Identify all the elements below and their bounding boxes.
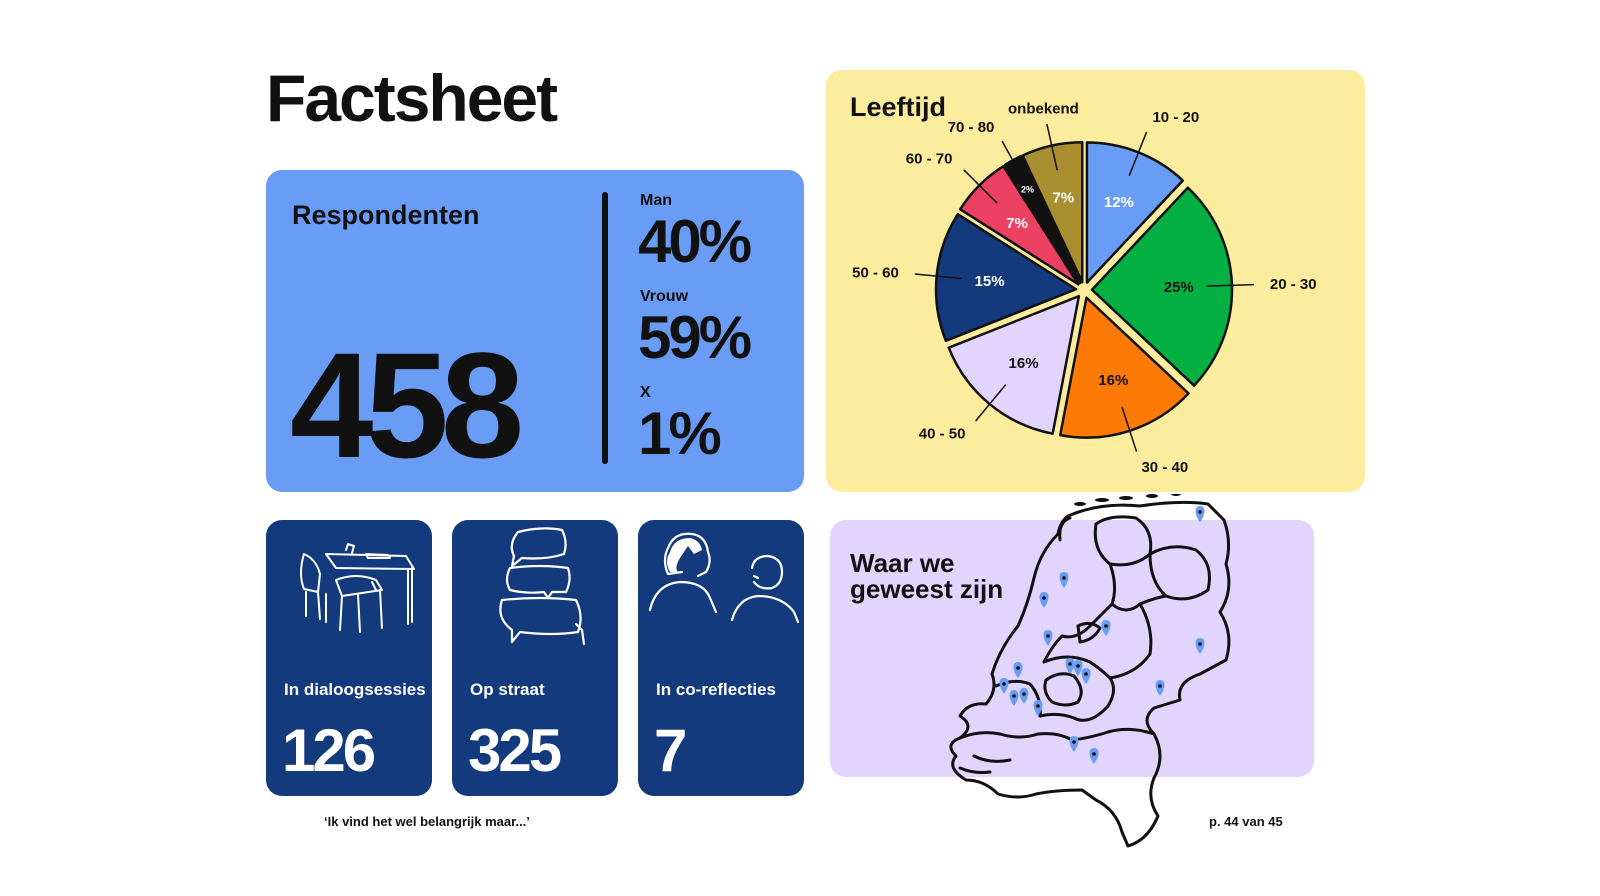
gender-man-label: Man [640,192,672,209]
gender-man-value: 40% [638,208,750,275]
speech-bubbles-icon [492,524,592,646]
map-pin-icon [1066,658,1075,674]
map-pin-icon [1014,662,1023,678]
pie-category-label: 70 - 80 [947,119,995,137]
pie-value-label: 7% [1052,189,1075,207]
map-pin-dot [1158,684,1162,688]
map-pin-icon [1082,668,1091,684]
gender-x-label: X [640,384,651,401]
gender-vrouw-label: Vrouw [640,288,689,305]
map-pin-dot [1016,666,1020,670]
map-pin-icon [1102,620,1111,636]
map-pin-dot [1068,662,1072,666]
map-pin-dot [1198,642,1202,646]
map-pin-dot [1198,510,1202,514]
gender-vrouw-value: 59% [638,304,750,371]
stat-value: 7 [654,717,685,784]
map-title: Waar we geweest zijn [850,548,1004,604]
footer-quote: ‘Ik vind het wel belangrijk maar...’ [324,814,530,829]
pie-category-label: 30 - 40 [1141,458,1189,476]
pie-category-label: 40 - 50 [918,425,966,443]
map-pin-dot [1076,664,1080,668]
stat-value: 325 [468,717,560,784]
map-pin-icon [1060,572,1069,588]
people-conversation-icon [648,528,804,638]
map-pin-icon [1156,680,1165,696]
map-pin-icon [1074,660,1083,676]
map-pin-dot [1084,672,1088,676]
pie-value-label: 16% [1098,372,1129,390]
stat-label: Op straat [470,680,545,699]
pie-value-label: 7% [1006,214,1028,232]
map-pin-dot [1036,704,1040,708]
map-pin-icon [1090,748,1099,764]
map-pin-icon [1196,638,1205,654]
map-pin-icon [1040,592,1049,608]
pie-category-label: 10 - 20 [1152,109,1200,127]
map-pin-dot [1072,740,1076,744]
map-pin-dot [1012,694,1016,698]
page-title: Factsheet [266,61,557,135]
stat-label: In co-reflecties [656,680,776,699]
map-pin-icon [1000,678,1009,694]
respondents-card [266,170,804,492]
map-pin-dot [1042,596,1046,600]
map-pin-icon [1010,690,1019,706]
stat-label: In dialoogsessies [284,680,426,699]
map-pin-dot [1046,634,1050,638]
respondents-divider [602,192,608,464]
map-pin-dot [1022,692,1026,696]
pie-value-label: 25% [1163,279,1194,297]
age-pie-chart [826,70,1365,492]
map-pin-icon [1196,506,1205,522]
pie-value-label: 2% [1021,184,1035,195]
stat-card-dialoogsessies [266,520,432,796]
map-pin-icon [1044,630,1053,646]
age-title: Leeftijd [850,92,947,122]
pie-category-label: onbekend [1008,100,1079,118]
map-pin-dot [1062,576,1066,580]
respondents-label: Respondenten [292,200,480,230]
pie-value-label: 15% [974,273,1005,291]
pie-category-label: 20 - 30 [1269,276,1317,294]
stat-card-op-straat [452,520,618,796]
respondents-total: 458 [290,321,517,489]
stat-value: 126 [282,717,374,784]
pie-value-label: 12% [1103,193,1134,211]
age-card [826,70,1365,492]
map-pin-dot [1002,682,1006,686]
pie-category-label: 50 - 60 [852,264,899,282]
gender-x-value: 1% [638,400,719,467]
map-pin-dot [1104,624,1108,628]
map-pin-dot [1092,752,1096,756]
stat-card-co-reflecties [638,520,804,796]
map-pin-icon [1070,736,1079,752]
pie-value-label: 16% [1008,355,1039,373]
map-pin-icon [1020,688,1029,704]
dialogue-table-icon [296,534,416,634]
pie-category-label: 60 - 70 [905,150,953,168]
page-number: p. 44 van 45 [1209,814,1283,829]
